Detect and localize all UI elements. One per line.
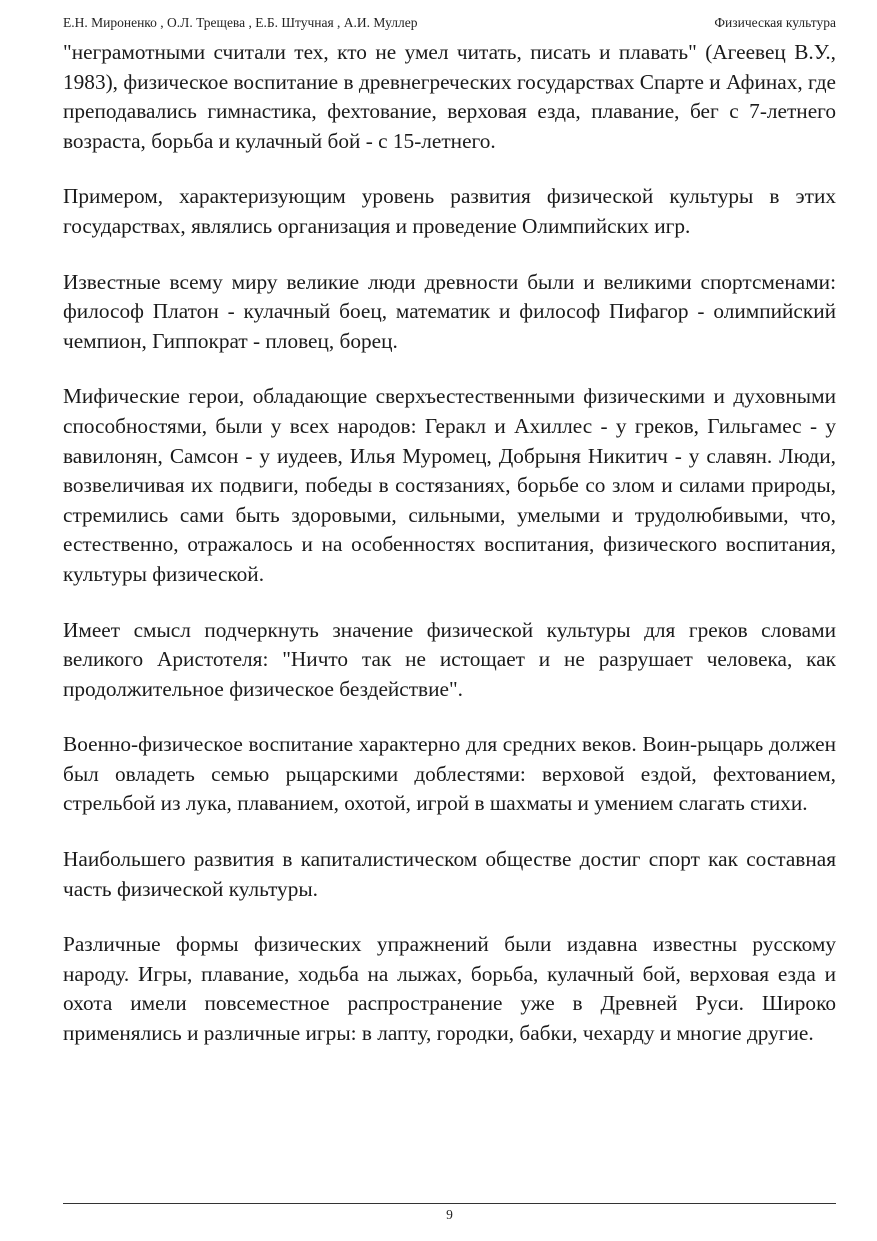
running-header (63, 15, 836, 35)
paragraph: "неграмотными считали тех, кто не умел читать, писать и плавать" (Агеевец В.У., 1983), физическое воспитание в древнегреческих государствах Спарте и Афинах, где преподавались гимнастика, фехтование, верховая езда, плавание, бег с 7-летнего возраста, борьба и кулачный бой - с 15-летнего. (63, 40, 836, 153)
paragraph: Мифические герои, обладающие сверхъестественными физическими и духовными способностями, были у всех народов: Геракл и Ахиллес - у греков, Гильгамес - у вавилонян, Самсон - у иудеев, Илья Муромец, Добрыня Никитич - у славян. Люди, возвеличивая их подвиги, победы в состязаниях, борьбе со злом и силами природы, стремились сами быть здоровыми, сильными, умелыми и трудолюбивыми, что, естественно, отражалось и на особенностях воспитания, физического воспитания, культуры физической. (63, 384, 836, 586)
body-text (63, 38, 836, 1075)
paragraph: Наибольшего развития в капиталистическом обществе достиг спорт как составная часть физической культуры. (63, 847, 836, 901)
paragraph: Примером, характеризующим уровень развития физической культуры в этих государствах, являлись организация и проведение Олимпийских игр. (63, 184, 836, 238)
paragraph: Различные формы физических упражнений были издавна известны русскому народу. Игры, плавание, ходьба на лыжах, борьба, кулачный бой, верховая езда и охота имели повсеместное распространение уже в Древней Руси. Широко применялись и различные игры: в лапту, городки, бабки, чехарду и многие другие. (63, 932, 836, 1046)
paragraph: Имеет смысл подчеркнуть значение физической культуры для греков словами великого Аристотеля: "Ничто так не истощает и не разрушает человека, как продолжительное физическое бездействие". (63, 617, 836, 701)
header-subject: Физическая культура (714, 15, 836, 30)
paragraph: Известные всему миру великие люди древности были и великими спортсменами: философ Платон - кулачный боец, математик и философ Пифагор - олимпийский чемпион, Гиппократ - пловец, борец. (63, 269, 836, 353)
paragraph: Военно-физическое воспитание характерно для средних веков. Воин-рыцарь должен был овладеть семью рыцарскими доблестями: верховой ездой, фехтованием, стрельбой из лука, плаванием, охотой, игрой в шахматы и умением слагать стихи. (63, 732, 836, 816)
page-number: 9 (446, 1207, 453, 1222)
header-authors: Е.Н. Мироненко , О.Л. Трещева , Е.Б. Штучная , А.И. Муллер (63, 15, 418, 30)
footer-divider (63, 1203, 836, 1204)
